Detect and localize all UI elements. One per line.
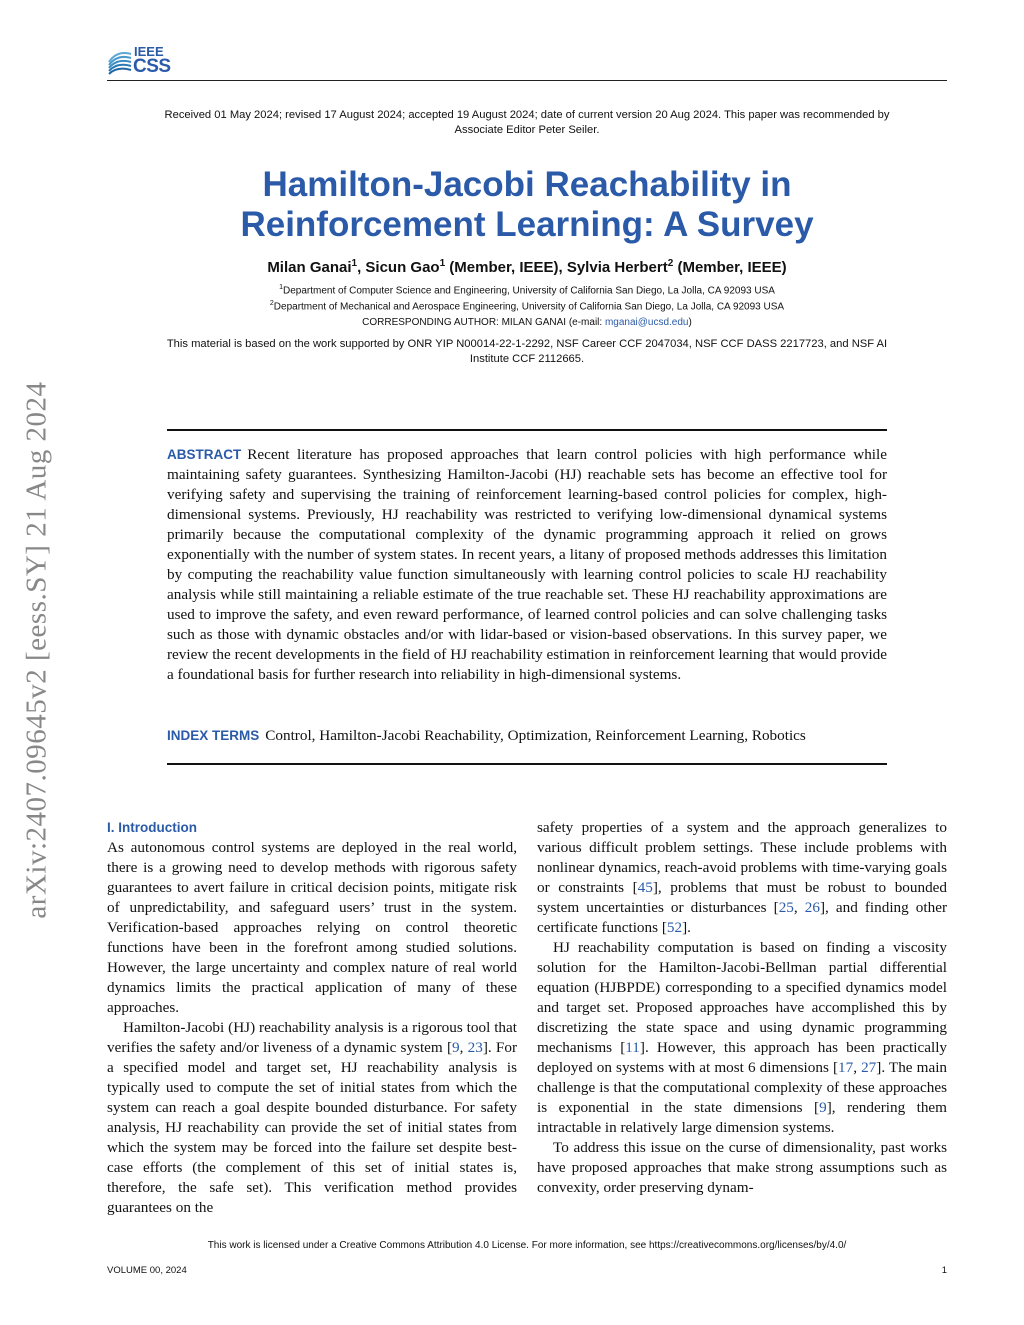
citation-link[interactable]: 45 <box>637 879 653 896</box>
citation-link[interactable]: 26 <box>804 899 820 916</box>
citation-link[interactable]: 25 <box>778 899 794 916</box>
header-rule <box>107 80 947 81</box>
paragraph: As autonomous control systems are deployed in the real world, there is a growing need to develop methods with rigorous safety guarantees to avert failure in critical decision points, mitigate risk of unpredictability, and safeguard users’ trust in the system. Verification-based approaches relying on control theoretic functions have been in the forefront among studied solutions. However, the large uncertainty and complex nature of real world dynamics limits the practical application of many of these approaches. <box>107 839 517 1016</box>
author-list <box>100 258 954 276</box>
paragraph <box>537 818 947 938</box>
arxiv-sidebar <box>15 340 59 960</box>
text-run: ], rendering them intractable in relatively large dimension systems. <box>537 1099 947 1136</box>
author-1: Milan Ganai <box>267 259 352 276</box>
abstract-bottom-rule <box>167 763 887 765</box>
funding-note: This material is based on the work supported by ONR YIP N00014-22-1-2292, NSF Career CCF 2047034, NSF CCF DASS 2217723, and NSF AI Institute CCF 2112665. <box>166 338 888 365</box>
page-number: 1 <box>941 1265 947 1276</box>
text-run: ]. However, this approach has been practically deployed on systems with at most 6 dimensions [ <box>537 1039 948 1076</box>
volume-label: VOLUME 00, 2024 <box>107 1265 187 1276</box>
citation-link[interactable]: 17 <box>838 1059 854 1076</box>
received-dates: Received 01 May 2024; revised 17 August 2024; accepted 19 August 2024; date of current version 20 Aug 2024. This paper was recommended by Associate Editor Peter Seiler. <box>164 109 890 136</box>
corresponding-label: CORRESPONDING AUTHOR: MILAN GANAI (e-mail: <box>362 317 605 328</box>
logo-css-text: CSS <box>133 56 171 77</box>
section-heading-introduction: I. Introduction <box>107 820 197 835</box>
author-2: , Sicun Gao <box>357 259 440 276</box>
corresponding-close: ) <box>688 317 692 328</box>
abstract-text: Recent literature has proposed approaches that learn control policies with high performance while maintaining safety guarantees. Synthesizing Hamilton-Jacobi (HJ) reachable sets has become an effective tool for verifying safety and supervising the training of reinforcement learning-based control policies for complex, high-dimensional systems. Previously, HJ reachability was restricted to verifying low-dimensional dynamical systems primarily because the computational complexity of the dynamic programming approach it relied on grows exponentially with the number of system states. In recent years, a litany of proposed methods addresses this limitation by computing the reachability value function simultaneously with learning control policies to scale HJ reachability analysis while still maintaining a reliable estimate of the true reachable set. These HJ reachability approximations are used to improve the safety, and even reward performance, of learned control policies and can solve challenging tasks such as those with dynamic obstacles and/or with lidar-based or vision-based observations. In this survey paper, we review the recent developments in the field of HJ reachability estimation in reinforcement learning that would provide a foundational basis for further research into reliability in high-dimensional systems. <box>167 446 887 683</box>
body-column-left <box>107 818 517 1218</box>
text-run: HJ reachability computation is based on finding a viscosity solution for the Hamilton-Jacobi-Bellman partial differential equation (HJBPDE) corresponding to a specified dynamics model and target set. Proposed approaches have accomplished this by discretizing the state space and using dynamic programming mechanisms [ <box>537 939 947 1056</box>
citation-link[interactable]: 11 <box>625 1039 640 1056</box>
title-line-2: Reinforcement Learning: A Survey <box>240 205 814 244</box>
index-terms-label: INDEX TERMS <box>167 728 260 743</box>
affiliation-2-number: 2 <box>269 300 274 307</box>
affiliation-1-text: Department of Computer Science and Engineering, University of California San Diego, La Jolla, CA 92093 USA <box>282 285 775 297</box>
text-run: , <box>853 1059 862 1076</box>
text-run: ], problems that must be robust to bounded system uncertainties or disturbances [ <box>537 879 948 916</box>
title-line-1: Hamilton-Jacobi Reachability in <box>262 165 792 204</box>
corresponding-email-link[interactable]: mganai@ucsd.edu <box>604 317 689 328</box>
text-run: ]. <box>682 919 691 936</box>
index-terms-text: Control, Hamilton-Jacobi Reachability, Optimization, Reinforcement Learning, Robotics <box>265 727 806 744</box>
text-run: ]. The main challenge is that the computational complexity of these approaches is exponential in the state dimensions [ <box>537 1059 948 1116</box>
abstract <box>167 445 887 685</box>
logo-swoosh-icon <box>107 48 135 78</box>
arxiv-identifier[interactable]: arXiv:2407.09645v2 [eess.SY] 21 Aug 2024 <box>20 381 53 919</box>
citation-link[interactable]: 27 <box>861 1059 877 1076</box>
body-column-right <box>537 818 947 1198</box>
author-3-affil: 2 <box>667 258 674 269</box>
text-run: ], and finding other certificate functions [ <box>537 899 948 936</box>
citation-link[interactable]: 23 <box>467 1039 483 1056</box>
ieee-css-logo <box>107 44 182 78</box>
index-terms <box>167 726 907 746</box>
license-note: This work is licensed under a Creative Commons Attribution 4.0 License. For more information, see https://creativecommons.org/licenses/by/4.0/ <box>207 1240 847 1251</box>
paragraph: To address this issue on the curse of dimensionality, past works have proposed approaches that make strong assumptions such as convexity, order preserving dynam- <box>537 1139 947 1196</box>
affiliation-1 <box>100 281 954 298</box>
affiliation-1-number: 1 <box>279 284 283 291</box>
text-run: ]. For a specified model and target set, HJ reachability analysis is typically used to compute the set of initial states from which the system can reach a goal despite bounded disturbance. For safety analysis, HJ reachability can provide the set of initial states from which the system may be forced into the failure set despite best-case efforts (the complement of this set of initial states is, therefore, the safe set). This verification method provides guarantees on the <box>107 1039 518 1216</box>
abstract-top-rule <box>167 429 887 431</box>
author-2-affil: 1 <box>439 258 446 269</box>
author-3: (Member, IEEE), Sylvia Herbert <box>445 259 668 276</box>
paper-title <box>100 165 954 245</box>
citation-link[interactable]: 52 <box>666 919 683 936</box>
text-run: Hamilton-Jacobi (HJ) reachability analysis is a rigorous tool that verifies the safety and/or liveness of a dynamic system [ <box>107 1019 517 1056</box>
citation-link[interactable]: 9 <box>819 1099 827 1116</box>
affiliation-2-text: Department of Mechanical and Aerospace Engineering, University of California San Diego, La Jolla, CA 92093 USA <box>273 301 785 313</box>
logo-ieee-text: IEEE <box>134 44 164 59</box>
citation-link[interactable]: 9 <box>452 1039 460 1056</box>
abstract-label: ABSTRACT <box>167 447 242 462</box>
paragraph <box>107 1018 517 1218</box>
author-4: (Member, IEEE) <box>673 259 787 276</box>
text-run: safety properties of a system and the approach generalizes to various difficult problem settings. These include problems with nonlinear dynamics, reach-avoid problems with time-varying goals or constraints [ <box>537 819 947 896</box>
author-1-affil: 1 <box>351 258 358 269</box>
corresponding-author <box>100 317 954 328</box>
paragraph <box>537 938 947 1138</box>
text-run: , <box>793 899 805 916</box>
text-run: , <box>459 1039 468 1056</box>
affiliation-2 <box>100 297 954 314</box>
